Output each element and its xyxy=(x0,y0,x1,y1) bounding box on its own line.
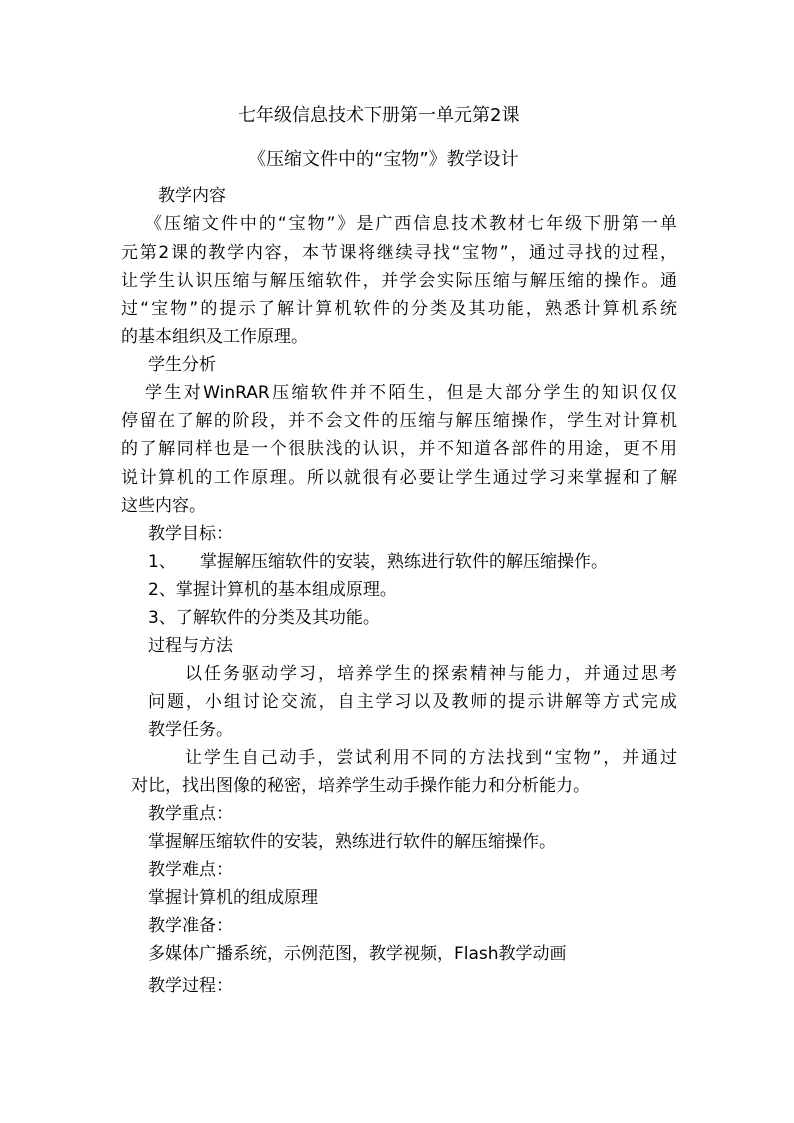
paragraph-line: 让学生认识压缩与解压缩软件，并学会实际压缩与解压缩的操作。通 xyxy=(121,271,677,291)
paragraph-line: 对比，找出图像的秘密，培养学生动手操作能力和分析能力。 xyxy=(131,776,590,796)
document-subtitle: 《压缩文件中的“宝物”》教学设计 xyxy=(248,149,519,170)
section-heading-content: 教学内容 xyxy=(158,186,226,206)
section-heading-difficulties: 教学难点： xyxy=(148,860,233,880)
preparation-text: 多媒体广播系统，示例范图，教学视频，Flash教学动画 xyxy=(148,944,567,964)
difficulties-text: 掌握计算机的组成原理 xyxy=(148,888,318,908)
paragraph-line: 让学生自己动手，尝试利用不同的方法找到“宝物”，并通过 xyxy=(185,748,677,768)
goal-item: 2、掌握计算机的基本组成原理。 xyxy=(148,580,397,600)
section-heading-process-steps: 教学过程： xyxy=(148,976,233,996)
section-heading-goals: 教学目标： xyxy=(148,524,233,544)
paragraph-line: 过“宝物”的提示了解计算机软件的分类及其功能，熟悉计算机系统 xyxy=(121,299,677,319)
goal-text: 掌握解压缩软件的安装，熟练进行软件的解压缩操作。 xyxy=(200,552,608,572)
document-title: 七年级信息技术下册第一单元第2课 xyxy=(238,105,520,126)
section-heading-process: 过程与方法 xyxy=(148,636,233,656)
paragraph-line: 问题，小组讨论交流，自主学习以及教师的提示讲解等方式完成 xyxy=(148,692,677,712)
paragraph-line: 的了解同样也是一个很肤浅的认识，并不知道各部件的用途，更不用 xyxy=(121,439,677,459)
goal-item: 3、了解软件的分类及其功能。 xyxy=(148,608,380,628)
key-points-text: 掌握解压缩软件的安装，熟练进行软件的解压缩操作。 xyxy=(148,832,556,852)
goal-number: 1、 xyxy=(148,552,176,572)
paragraph-line: 说计算机的工作原理。所以就很有必要让学生通过学习来掌握和了解 xyxy=(121,468,677,488)
paragraph-line: 停留在了解的阶段，并不会文件的压缩与解压缩操作，学生对计算机 xyxy=(121,411,677,431)
paragraph-line: 《压缩文件中的“宝物”》是广西信息技术教材七年级下册第一单 xyxy=(145,214,677,234)
paragraph-line: 这些内容。 xyxy=(121,496,206,516)
section-heading-key-points: 教学重点： xyxy=(148,804,233,824)
section-heading-preparation: 教学准备： xyxy=(148,916,233,936)
paragraph-line: 教学任务。 xyxy=(148,720,233,740)
paragraph-line: 学生对WinRAR压缩软件并不陌生，但是大部分学生的知识仅仅 xyxy=(145,383,677,403)
paragraph-line: 的基本组织及工作原理。 xyxy=(121,327,308,347)
paragraph-line: 以任务驱动学习，培养学生的探索精神与能力，并通过思考 xyxy=(185,664,677,684)
section-heading-students: 学生分析 xyxy=(148,355,216,375)
paragraph-line: 元第2课的教学内容，本节课将继续寻找“宝物”，通过寻找的过程， xyxy=(121,243,677,263)
